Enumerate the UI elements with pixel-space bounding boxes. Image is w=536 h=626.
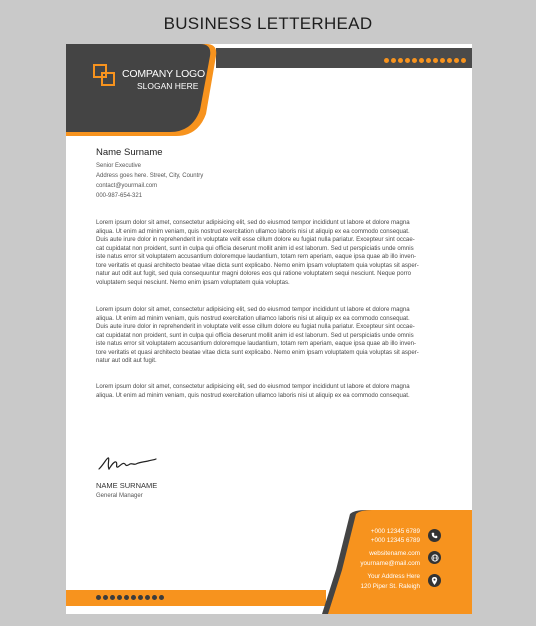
- page-caption: BUSINESS LETTERHEAD: [163, 14, 373, 33]
- overlapping-squares-icon: [93, 64, 117, 88]
- handwritten-signature: [96, 454, 158, 474]
- company-name: COMPANY LOGO: [122, 68, 205, 80]
- signer-name: NAME SURNAME: [96, 481, 158, 490]
- phone-icon: [428, 529, 441, 542]
- contact-address-line-1: Your Address Here: [367, 573, 420, 580]
- sender-title: Senior Executive: [96, 163, 142, 169]
- signer-title: General Manager: [96, 493, 143, 499]
- footer-dots: [96, 595, 164, 600]
- header-logo-panel: [66, 44, 226, 144]
- location-pin-icon: [428, 574, 441, 587]
- letterhead-sheet: [66, 44, 472, 614]
- company-slogan: SLOGAN HERE: [137, 81, 199, 91]
- sender-phone: 000-987-654-321: [96, 193, 143, 199]
- sender-address: Address goes here. Street, City, Country: [96, 173, 204, 179]
- body-paragraph-2: Lorem ipsum dolor sit amet, consectetur adipisicing elit, sed do eiusmod tempor incididunt ut labore et dolore magna aliqua. Ut enim ad minim veniam, quis nostrud exercitation ullamco laboris nisi ut aliquip ex ea commodo consequat. Duis aute irure dolor in reprehenderit in voluptate velit esse cillum dolore eu fugiat nulla pariatur. Excepteur sint occae- cat cupidatat non proident, sunt in culpa qui officia deserunt mollit anim id est laborum. Sed ut perspiciatis unde omnis iste natus error sit voluptatem accusantium doloremque laudantium, totam rem aperiam, eaque ipsa quae ab illo inven- tore veritatis et quasi architecto beatae vitae dicta sunt explicabo. Nemo enim ipsam voluptatem quia voluptas sit asper- natur aut odit aut fugit.: [96, 306, 419, 364]
- contact-phone-1: +000 12345 6789: [370, 528, 420, 535]
- body-paragraph-1: Lorem ipsum dolor sit amet, consectetur adipisicing elit, sed do eiusmod tempor incididunt ut labore et dolore magna aliqua. Ut enim ad minim veniam, quis nostrud exercitation ullamco laboris nisi ut aliquip ex ea commodo consequat. Duis aute irure dolor in reprehenderit in voluptate velit esse cillum dolore eu fugiat nulla pariatur. Excepteur sint occae- cat cupidatat non proident, sunt in culpa qui officia deserunt mollit anim id est laborum. Sed ut perspiciatis unde omnis iste natus error sit voluptatem accusantium doloremque laudantium, totam rem aperiam, eaque ipsa quae ab illo inven- tore veritatis et quasi architecto beatae vitae dicta sunt explicabo. Nemo enim ipsam voluptatem quia voluptas sit asper- natur aut odit aut fugit, sed quia consequuntur magni dolores eos qui ratione voluptatem sequi nesciunt. Neque porro voluptatem sequi nesciunt. Nemo enim ipsam voluptatem quia voluptas.: [96, 219, 419, 286]
- contact-email: yourname@mail.com: [360, 560, 420, 567]
- sender-name: Name Surname: [96, 147, 163, 158]
- contact-phone-2: +000 12345 6789: [370, 537, 420, 544]
- contact-website: websitename.com: [369, 550, 420, 557]
- globe-icon: [428, 551, 441, 564]
- header-dots: [384, 58, 466, 63]
- body-paragraph-3: Lorem ipsum dolor sit amet, consectetur adipisicing elit, sed do eiusmod tempor incididunt ut labore et dolore magna aliqua. Ut enim ad minim veniam, quis nostrud exercitation ullamco laboris nisi ut aliquip ex ea commodo consequat.: [96, 383, 410, 399]
- sender-email: contact@yourmail.com: [96, 183, 158, 189]
- contact-address-line-2: 120 Piper St. Raleigh: [360, 583, 420, 590]
